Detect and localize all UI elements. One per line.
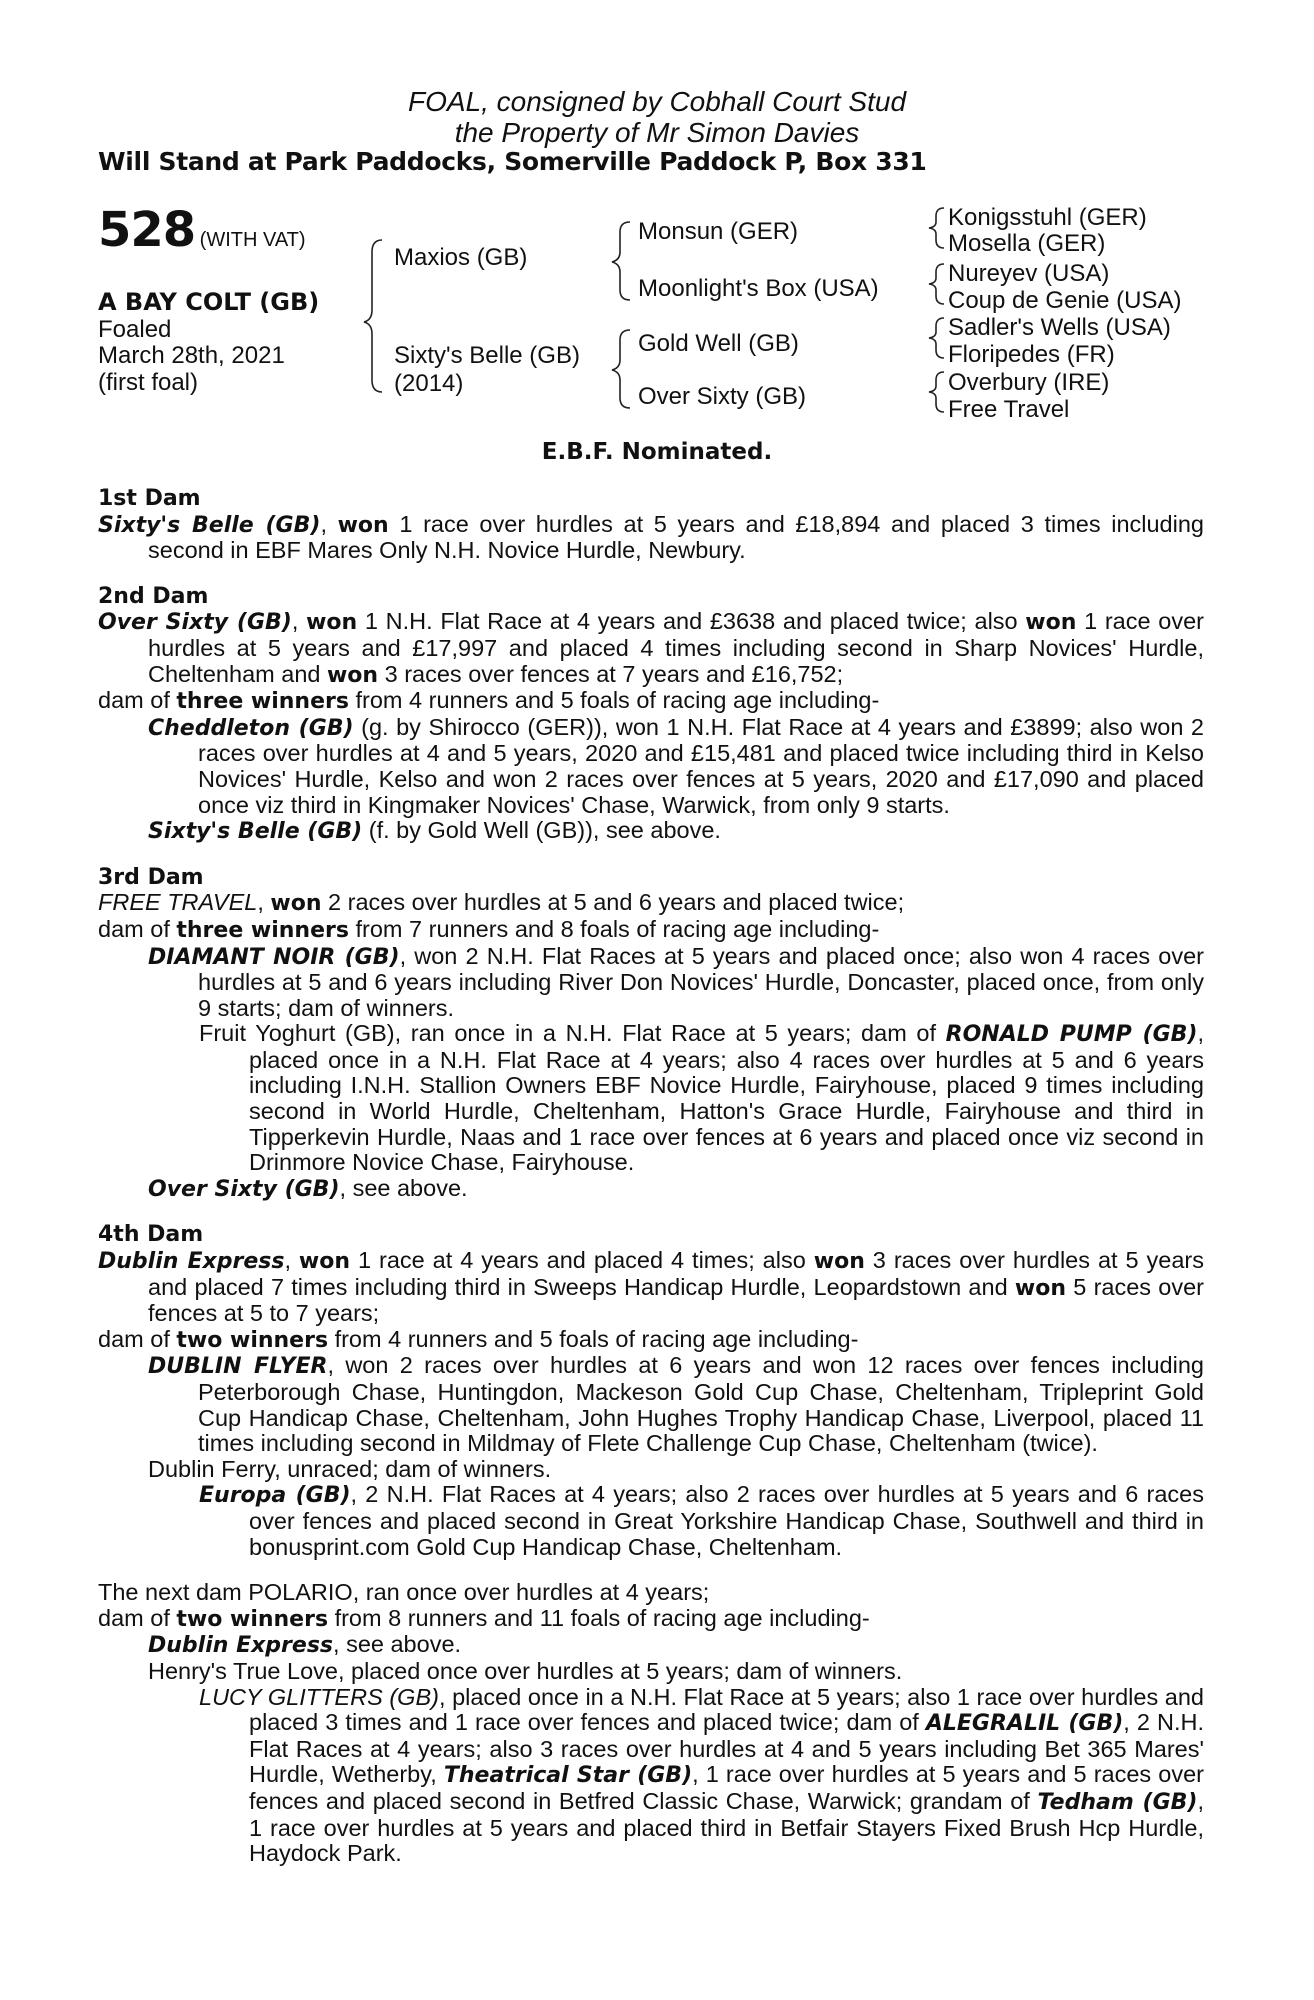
pedigree-paragraph (98, 1632, 1204, 1659)
text-run: 1 N.H. Flat Race at 4 years and £3638 and placed twice; also (357, 608, 1026, 635)
pedigree-paragraph (98, 1457, 1204, 1483)
pedigree-paragraph (98, 1659, 1204, 1685)
horse-name: Theatrical Star (GB) (443, 1763, 693, 1789)
dam-year: (2014) (394, 370, 464, 397)
dam-sire: Gold Well (GB) (638, 330, 799, 357)
horse-name: Over Sixty (GB) (148, 1176, 340, 1202)
emphasis: two winners (176, 1327, 329, 1353)
pedigree-paragraph (98, 715, 1204, 818)
text-run: , 2 N.H. Flat Races at 4 years; also 3 races over hurdles at 4 and 5 years including Bet 365 Mares' Hurdle, Wetherby, (249, 1709, 1204, 1788)
horse-name: Tedham (GB) (1037, 1789, 1198, 1815)
pedigree-paragraph (98, 1685, 1204, 1867)
text-run: Dublin Ferry, unraced; dam of winners. (148, 1455, 552, 1482)
text-run: , (320, 510, 338, 537)
pedigree-paragraph (98, 890, 1204, 917)
horse-name: Cheddleton (GB) (148, 715, 354, 741)
stand-location: Will Stand at Park Paddocks, Somerville Paddock P, Box 331 (98, 147, 927, 176)
text-run: , 1 race over hurdles at 5 years and 5 races over fences and placed second in Betfred Classic Chase, Warwick; grandam of (249, 1761, 1204, 1814)
dam-section (98, 865, 1204, 1203)
gen3-5: Sadler's Wells (USA) (948, 314, 1171, 341)
emphasis: won (306, 610, 358, 636)
text-run: , placed once in a N.H. Flat Race at 4 years; also 4 races over hurdles at 5 and 6 years including I.N.H. Stallion Owners EBF Novice Hurdle, Fairyhouse, placed 9 times including second in World Hurdle, Cheltenham, Hatton's Grace Hurdle, Fairyhouse and third in Tipperkevin Hurdle, Naas and 1 race over fences at 6 years and placed once viz second in Drinmore Novice Chase, Fairyhouse. (249, 1020, 1204, 1176)
emphasis: won (1025, 610, 1077, 636)
dam-dam: Over Sixty (GB) (638, 383, 807, 410)
gen3-1: Konigsstuhl (GER) (948, 204, 1147, 231)
text-run: , (257, 889, 271, 916)
gen3-8: Free Travel (948, 396, 1070, 423)
vat-note: (WITH VAT) (199, 229, 306, 251)
pedigree-paragraph (98, 609, 1204, 688)
sire-dam: Moonlight's Box (USA) (638, 275, 879, 302)
dam-heading: 3rd Dam (98, 864, 204, 890)
emphasis: won (298, 1249, 351, 1275)
emphasis: won (270, 891, 322, 917)
pedigree-paragraph (98, 1248, 1204, 1327)
horse-name: Sixty's Belle (GB) (148, 819, 363, 845)
ebf-nominated: E.B.F. Nominated. (541, 439, 773, 465)
text-run: 1 race over hurdles at 5 years and £17,997 and placed 4 times including second in Sharp Novices' Hurdle, Cheltenham and (148, 608, 1204, 687)
dam-heading: 2nd Dam (98, 583, 209, 609)
foaled-label: Foaled (98, 316, 172, 343)
horse-name: Sixty's Belle (GB) (98, 512, 321, 538)
text-run: , won 2 races over hurdles at 6 years and won 12 races over fences including Peterborough Chase, Huntingdon, Mackeson Gold Cup Chase, Cheltenham, Tripleprint Gold Cup Handicap Chase, Cheltenham, John Hughes Trophy Handicap Chase, Liverpool, placed 11 times including second in Mildmay of Flete Challenge Cup Chase, Cheltenham (twice). (198, 1352, 1204, 1457)
text-run: from 7 runners and 8 foals of racing age including- (348, 915, 880, 942)
dam-section (98, 1580, 1204, 1867)
text-run: 2 races over hurdles at 5 and 6 years and placed twice; (321, 889, 905, 916)
lot-number: 528 (98, 202, 196, 258)
text-run: , see above. (333, 1631, 462, 1658)
text-run: dam of (98, 1604, 177, 1631)
horse-name: Dublin Express (98, 1249, 285, 1275)
dam-section (98, 584, 1204, 845)
pedigree-paragraph (98, 1176, 1204, 1203)
gen3-2: Mosella (GER) (948, 230, 1106, 257)
gen3-6: Floripedes (FR) (948, 341, 1115, 368)
emphasis: three winners (176, 689, 349, 715)
text-run: (f. by Gold Well (GB)), see above. (362, 817, 721, 844)
horse-name: Over Sixty (GB) (98, 610, 292, 636)
pedigree-paragraph (98, 1353, 1204, 1456)
text-run: Fruit Yoghurt (GB), ran once in a N.H. Flat Race at 5 years; dam of (199, 1020, 946, 1047)
horse-name: DIAMANT NOIR (GB) (148, 944, 400, 970)
text-run: , placed once in a N.H. Flat Race at 5 years; also 1 race over hurdles and placed 3 times and 1 race over fences and placed twice; dam of (249, 1683, 1204, 1736)
pedigree-paragraph (98, 917, 1204, 944)
emphasis: won (337, 512, 389, 538)
emphasis: won (813, 1249, 865, 1275)
lot-description: A BAY COLT (GB) (98, 288, 320, 316)
text-run: from 4 runners and 5 foals of racing age including- (348, 687, 880, 714)
text-run: The next dam POLARIO, ran once over hurdles at 4 years; (98, 1579, 710, 1606)
text-run: 3 races over hurdles at 5 years and placed 7 times including third in Sweeps Handicap Hurdle, Leopardstown and (148, 1247, 1204, 1300)
gen3-3: Nureyev (USA) (948, 260, 1110, 287)
text-run: , 2 N.H. Flat Races at 4 years; also 2 races over hurdles at 5 years and 6 races over fences and placed second in Great Yorkshire Handicap Chase, Southwell and third in bonusprint.com Gold Cup Handicap Chase, Cheltenham. (249, 1481, 1204, 1560)
text-run: , 1 race over hurdles at 5 years and placed third in Betfair Stayers Fixed Brush Hcp Hurdle, Haydock Park. (249, 1787, 1204, 1867)
text-run: FREE TRAVEL (98, 889, 258, 916)
dam-heading: 1st Dam (98, 486, 201, 511)
text-run: 1 race over hurdles at 5 years and £18,894 and placed 3 times including second in EBF Mares Only N.H. Novice Hurdle, Newbury. (148, 510, 1204, 564)
text-run: , (284, 1247, 299, 1274)
emphasis: won (326, 662, 379, 688)
property-line: the Property of Mr Simon Davies (454, 117, 860, 148)
pedigree-paragraph (98, 1580, 1204, 1606)
pedigree-paragraph (98, 1327, 1204, 1354)
emphasis: three winners (176, 917, 349, 943)
horse-name: Europa (GB) (199, 1483, 351, 1509)
text-run: , (291, 608, 307, 635)
emphasis: two winners (176, 1606, 329, 1632)
text-run: , see above. (339, 1174, 468, 1201)
text-run: from 8 runners and 11 foals of racing age including- (328, 1604, 870, 1631)
pedigree-paragraph (98, 818, 1204, 845)
text-run: Henry's True Love, placed once over hurdles at 5 years; dam of winners. (148, 1657, 903, 1684)
text-run: 5 races over fences at 5 to 7 years; (148, 1273, 1204, 1327)
text-run: dam of (98, 915, 177, 942)
dam: Sixty's Belle (GB) (394, 342, 580, 369)
pedigree-paragraph (98, 1021, 1204, 1176)
text-run: dam of (98, 687, 177, 714)
horse-name: RONALD PUMP (GB) (945, 1022, 1198, 1048)
text-run: 3 races over fences at 7 years and £16,752; (378, 660, 844, 687)
foal-note: (first foal) (98, 369, 199, 396)
pedigree-paragraph (98, 512, 1204, 564)
text-run: (g. by Shirocco (GER)), won 1 N.H. Flat Race at 4 years and £3899; also won 2 races over hurdles at 4 and 5 years, 2020 and £15,481 and placed twice including third in Kelso Novices' Hurdle, Kelso and won 2 races over fences at 5 years, 2020 and £17,090 and placed once viz third in Kingmaker Novices' Chase, Warwick, from only 9 starts. (198, 713, 1205, 818)
foaled-date: March 28th, 2021 (98, 342, 285, 369)
dam-section (98, 486, 1204, 564)
pedigree-paragraph (98, 688, 1204, 715)
sire: Maxios (GB) (394, 244, 528, 271)
text-run: , won 2 N.H. Flat Races at 5 years and placed once; also won 4 races over hurdles at 5 and 6 years including River Don Novices' Hurdle, Doncaster, placed once, from only 9 starts; dam of winners. (198, 942, 1204, 1021)
horse-name: Dublin Express (148, 1633, 334, 1659)
text-run: 1 race at 4 years and placed 4 times; also (350, 1247, 814, 1274)
gen3-7: Overbury (IRE) (948, 369, 1110, 396)
emphasis: won (1014, 1275, 1066, 1301)
sire-sire: Monsun (GER) (638, 218, 799, 245)
pedigree-paragraph (98, 1606, 1204, 1633)
text-run: dam of (98, 1325, 177, 1352)
dam-section (98, 1222, 1204, 1560)
pedigree-paragraph (98, 944, 1204, 1022)
horse-name: ALEGRALIL (GB) (925, 1711, 1124, 1737)
dam-line-text (98, 486, 1204, 1887)
text-run: LUCY GLITTERS (GB) (199, 1683, 439, 1710)
gen3-4: Coup de Genie (USA) (948, 287, 1182, 314)
dam-heading: 4th Dam (98, 1222, 204, 1248)
text-run: from 4 runners and 5 foals of racing age including- (328, 1325, 859, 1352)
consignor-line: FOAL, consigned by Cobhall Court Stud (407, 86, 907, 117)
horse-name: DUBLIN FLYER (148, 1354, 328, 1380)
pedigree-paragraph (98, 1482, 1204, 1560)
